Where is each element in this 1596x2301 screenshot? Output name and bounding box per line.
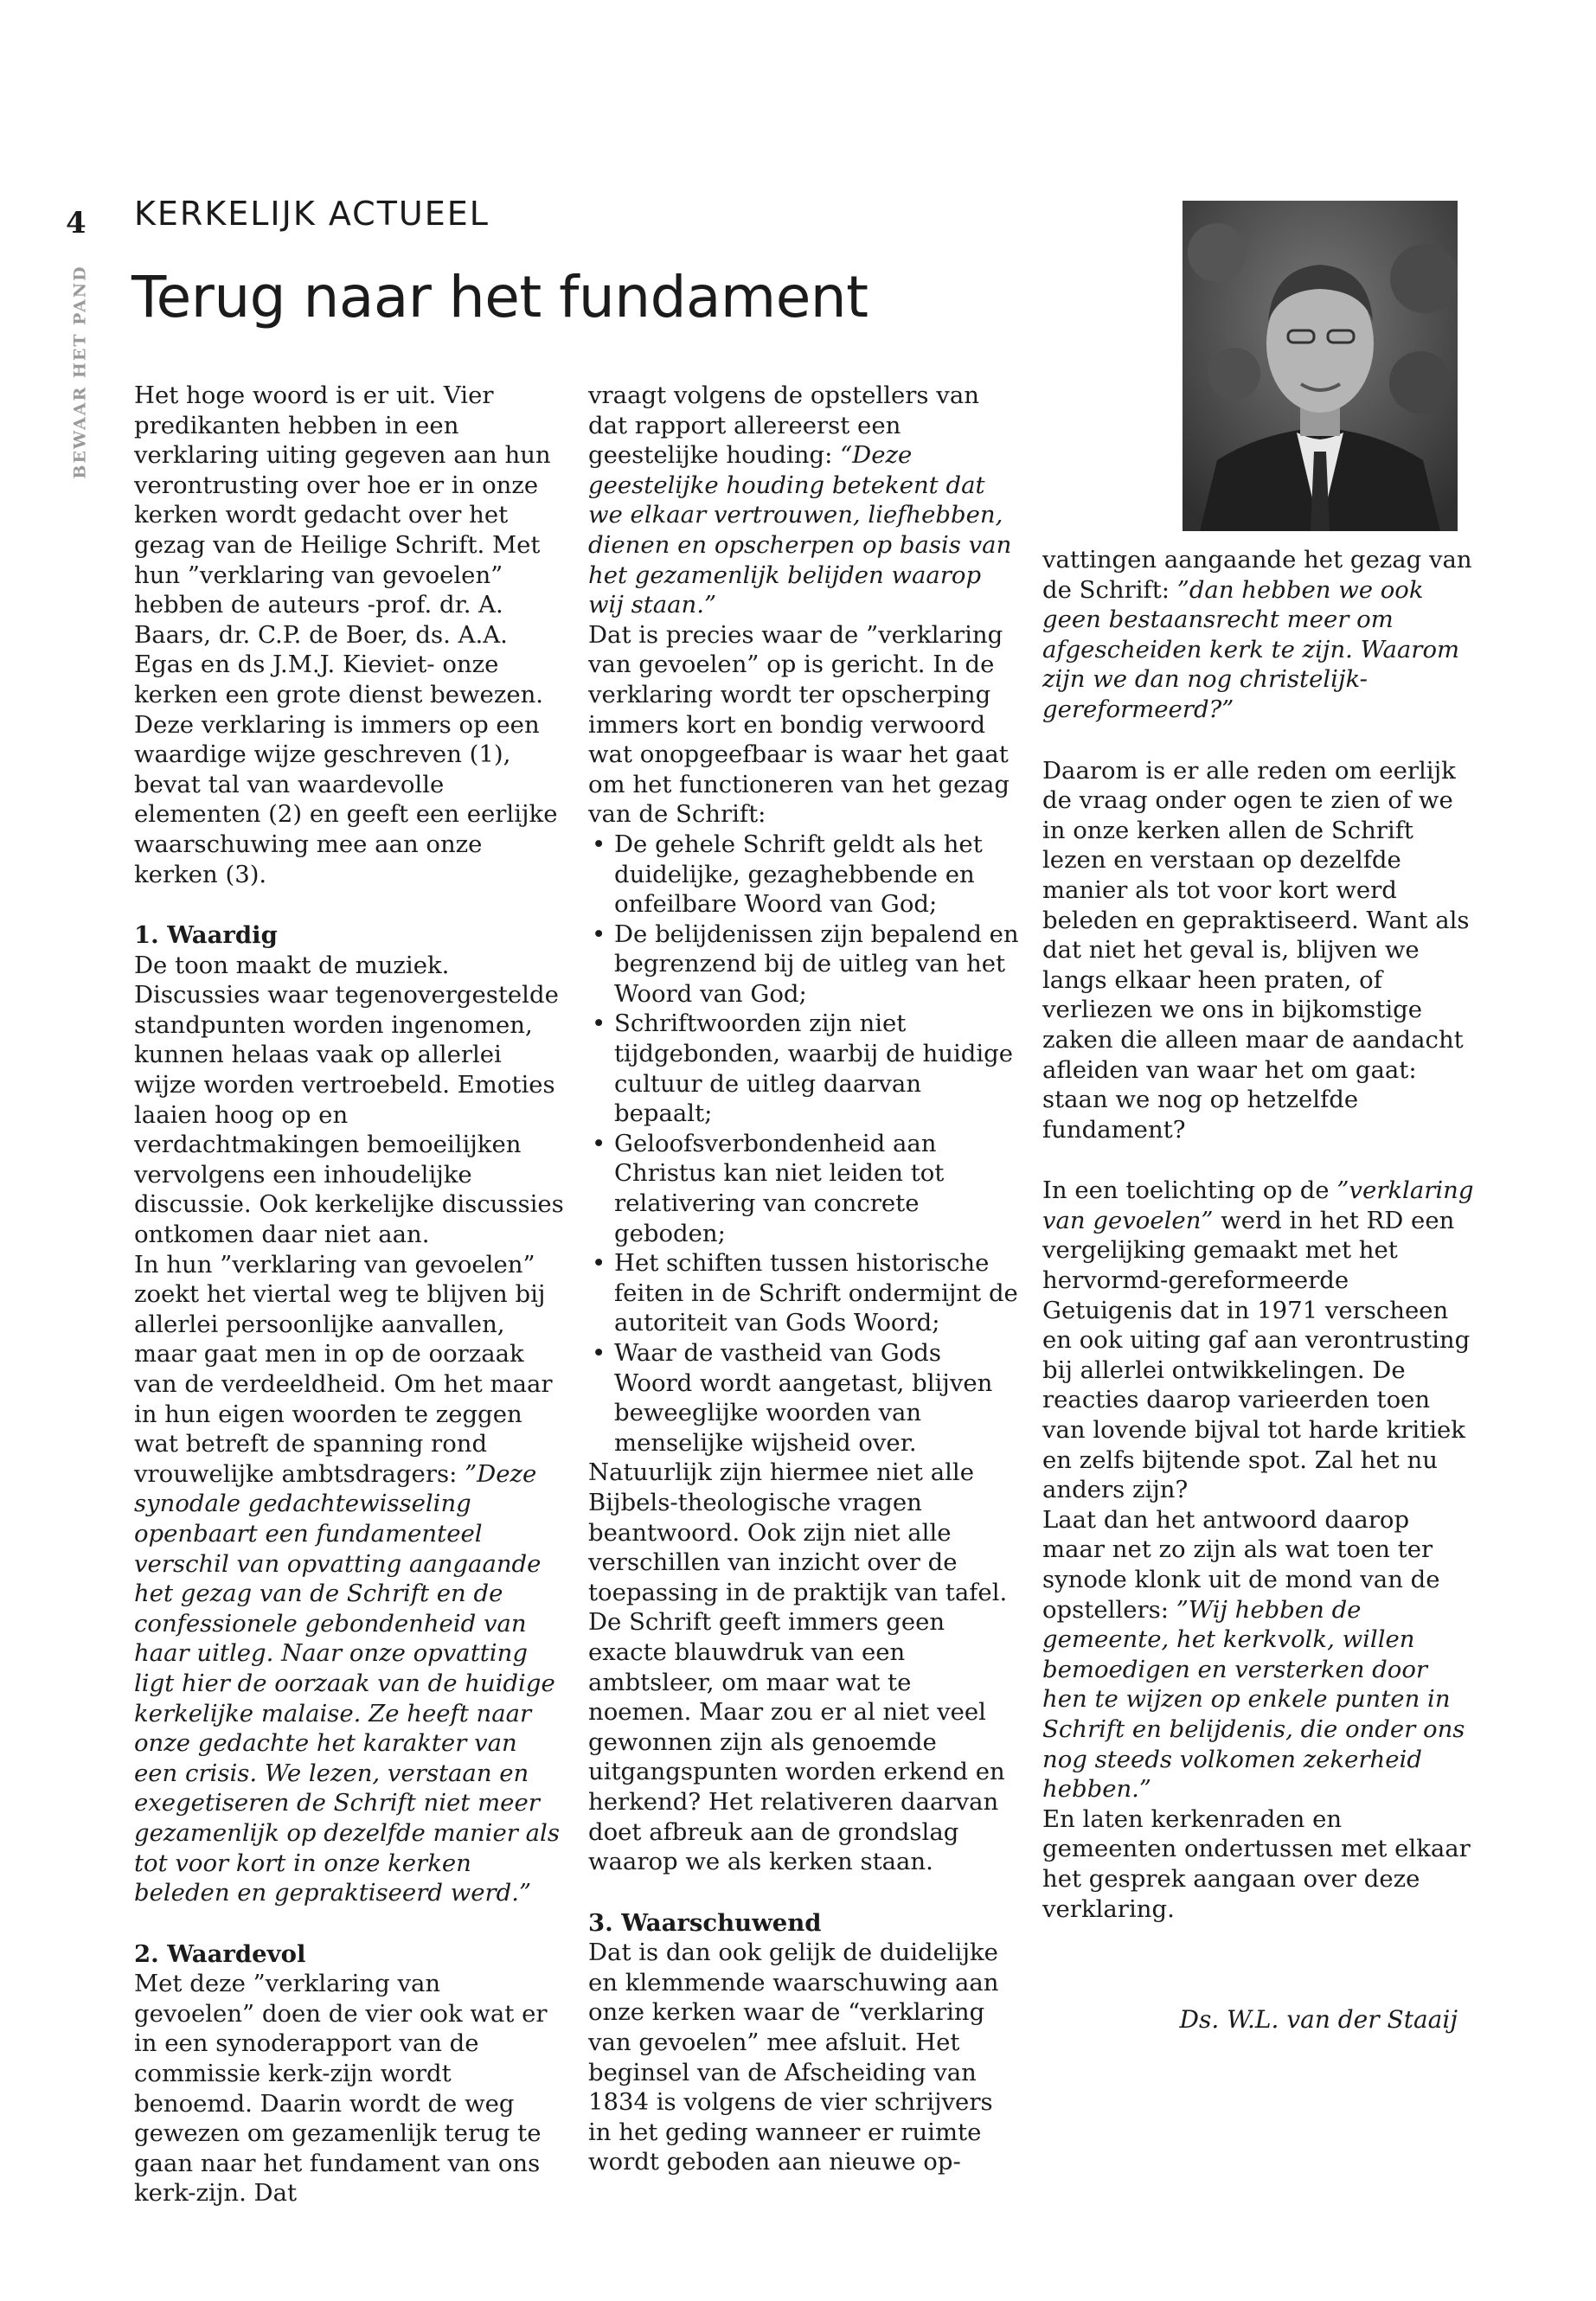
paragraph: Dat is dan ook gelijk de duidelijke en klemmende waarschuwing aan onze kerken waar de “verklaring van gevoelen” mee afsluit. Het beginsel van de Afscheiding van 1834 is volgens de vier schrijvers in het geding wanneer er ruimte wordt geboden aan nieuwe op- [588,1939,999,2176]
page-number: 4 [66,206,87,240]
subheading-waardevol: 2. Waardevol [134,1939,306,1968]
paragraph-text: In een toelichting op de [1042,1176,1330,1205]
section-label: KERKELIJK ACTUEEL [134,195,490,233]
article-column-1 [134,381,567,2208]
article-title: Terug naar het fundament [131,264,869,330]
quote-text: “Deze geestelijke houding betekent dat we elkaar vertrouwen, liefhebben, dienen en opscherpen op basis van het gezamenlijk belijden waarop wij staan.” [588,441,1012,619]
paragraph [134,1250,567,1908]
magazine-side-label [63,264,98,480]
quote-text: ”dan hebben we ook geen bestaansrecht meer om afgescheiden kerk te zijn. Waarom zijn we dan nog christelijk-gereformeerd?” [1042,575,1460,723]
intro-paragraph: Het hoge woord is er uit. Vier predikanten hebben in een verklaring uiting gegeven aan hun verontrusting over hoe er in onze kerken wordt gedacht over het gezag van de Heilige Schrift. Met hun ”verklaring van gevoelen” hebben de auteurs -prof. dr. A. Baars, dr. C.P. de Boer, ds. A.A. Egas en ds J.M.J. Kieviet- onze kerken een grote dienst bewezen. Deze verklaring is immers op een waardige wijze geschreven (1), bevat tal van waardevolle elementen (2) en geeft een eerlijke waarschuwing mee aan onze kerken (3). [134,381,558,888]
list-item: • Geloofsverbondenheid aan Christus kan niet leiden tot relativering van concrete geboden; [588,1129,1021,1248]
magazine-side-label-text: BEWAAR HET PAND [71,265,91,479]
list-item: • Het schiften tussen historische feiten in de Schrift ondermijnt de autoriteit van Gods Woord; [588,1248,1021,1338]
subheading-waardig: 1. Waardig [134,921,278,950]
paragraph [1042,1505,1475,1804]
paragraph: Met deze ”verklaring van gevoelen” doen de vier ook wat er in een synoderapport van de commissie kerk-zijn wordt benoemd. Daarin wordt de weg gewezen om gezamenlijk terug te gaan naar het fundament van ons kerk-zijn. Dat [134,1970,548,2208]
paragraph: En laten kerkenraden en gemeenten ondertussen met elkaar het gesprek aangaan over deze verklaring. [1042,1804,1471,1923]
article-column-3 [1042,545,1475,1924]
list-item: • De gehele Schrift geldt als het duidelijke, gezaghebbende en onfeilbare Woord van God; [588,830,1021,920]
paragraph [588,381,1021,620]
paragraph [1042,1176,1475,1505]
paragraph-text: Laat dan het antwoord daarop maar net zo zijn als wat toen ter synode klonk uit de mond van de opstellers: [1042,1505,1440,1624]
list-item: • De belijdenissen zijn bepalend en begrenzend bij de uitleg van het Woord van God; [588,920,1021,1009]
list-item: • Schriftwoorden zijn niet tijdgebonden, waarbij de huidige cultuur de uitleg daarvan bepaalt; [588,1009,1021,1128]
author-portrait-photo [1183,201,1458,531]
paragraph: De toon maakt de muziek. Discussies waar tegenovergestelde standpunten worden ingenomen, kunnen helaas vaak op allerlei wijze worden vertroebeld. Emoties laaien hoog op en verdachtmakingen bemoeilijken vervolgens een inhoudelijke discussie. Ook kerkelijke discussies ontkomen daar niet aan. [134,951,564,1249]
list-item: • Waar de vastheid van Gods Woord wordt aangetast, blijven beweeglijke woorden van menselijke wijsheid over. [588,1338,1021,1458]
paragraph-text: vattingen aangaande het gezag van de Schrift: [1042,546,1472,604]
paragraph: Natuurlijk zijn hiermee niet alle Bijbels-theologische vragen beantwoord. Ook zijn niet alle verschillen van inzicht over de toepassing in de praktijk van tafel. De Schrift geeft immers geen exacte blauwdruk van een ambtsleer, om maar wat te noemen. Maar zou er al niet veel gewonnen zijn als genoemde uitgangspunten worden erkend en herkend? Het relativeren daarvan doet afbreuk aan de grondslag waarop we als kerken staan. [588,1458,1008,1876]
article-column-2 [588,381,1021,2177]
portrait-icon [1183,201,1458,531]
quote-text: ”verklaring van gevoelen” [1042,1176,1474,1234]
paragraph: Dat is precies waar de ”verklaring van gevoelen” op is gericht. In de verklaring wordt ter opscherping immers kort en bondig verwoord wat onopgeefbaar is waar het gaat om het functioneren van het gezag van de Schrift: [588,620,1010,829]
subheading-waarschuwend: 3. Waarschuwend [588,1908,822,1937]
paragraph [1042,545,1475,725]
author-signature: Ds. W.L. van der Staaij [1179,2005,1458,2034]
paragraph-text: In hun ”verklaring van gevoelen” zoekt het viertal weg te blijven bij allerlei persoonlijke aanvallen, maar gaat men in op de oorzaak van de verdeeldheid. Om het maar in hun eigen woorden te zeggen wat betreft de spanning rond vrouwelijke ambtsdragers: [134,1250,553,1488]
paragraph: Daarom is er alle reden om eerlijk de vraag onder ogen te zien of we in onze kerken allen de Schrift lezen en verstaan op dezelfde manier als tot voor kort werd beleden en gepraktiseerd. Want als dat niet het geval is, blijven we langs elkaar heen praten, of verliezen we ons in bijkomstige zaken die alleen maar de aandacht afleiden van waar het om gaat: staan we nog op hetzelfde fundament? [1042,756,1470,1144]
principles-list [588,830,1021,1458]
quote-text: ”Wij hebben de gemeente, het kerkvolk, willen bemoedigen en versterken door hen te wijzen op enkele punten in Schrift en belijdenis, die onder ons nog steeds volkomen zekerheid hebben.” [1042,1595,1465,1804]
quote-text: ”Deze synodale gedachtewisseling openbaart een fundamenteel verschil van opvatting aangaande het gezag van de Schrift en de confessionele gebondenheid van haar uitleg. Naar onze opvatting ligt hier de oorzaak van de huidige kerkelijke malaise. Ze heeft naar onze gedachte het karakter van een crisis. We lezen, verstaan en exegetiseren de Schrift niet meer gezamenlijk op dezelfde manier als tot voor kort in onze kerken beleden en gepraktiseerd werd.” [134,1459,560,1907]
paragraph-text: vraagt volgens de opstellers van dat rapport allereerst een geestelijke houding: [588,381,979,470]
paragraph-text: werd in het RD een vergelijking gemaakt met het hervormd-gereformeerde Getuigenis dat in 1971 verscheen en ook uiting gaf aan verontrusting bij allerlei ontwikkelingen. De reacties daarop varieerden toen van lovende bijval tot harde kritiek en zelfs bijtende spot. Zal het nu anders zijn? [1042,1206,1471,1504]
